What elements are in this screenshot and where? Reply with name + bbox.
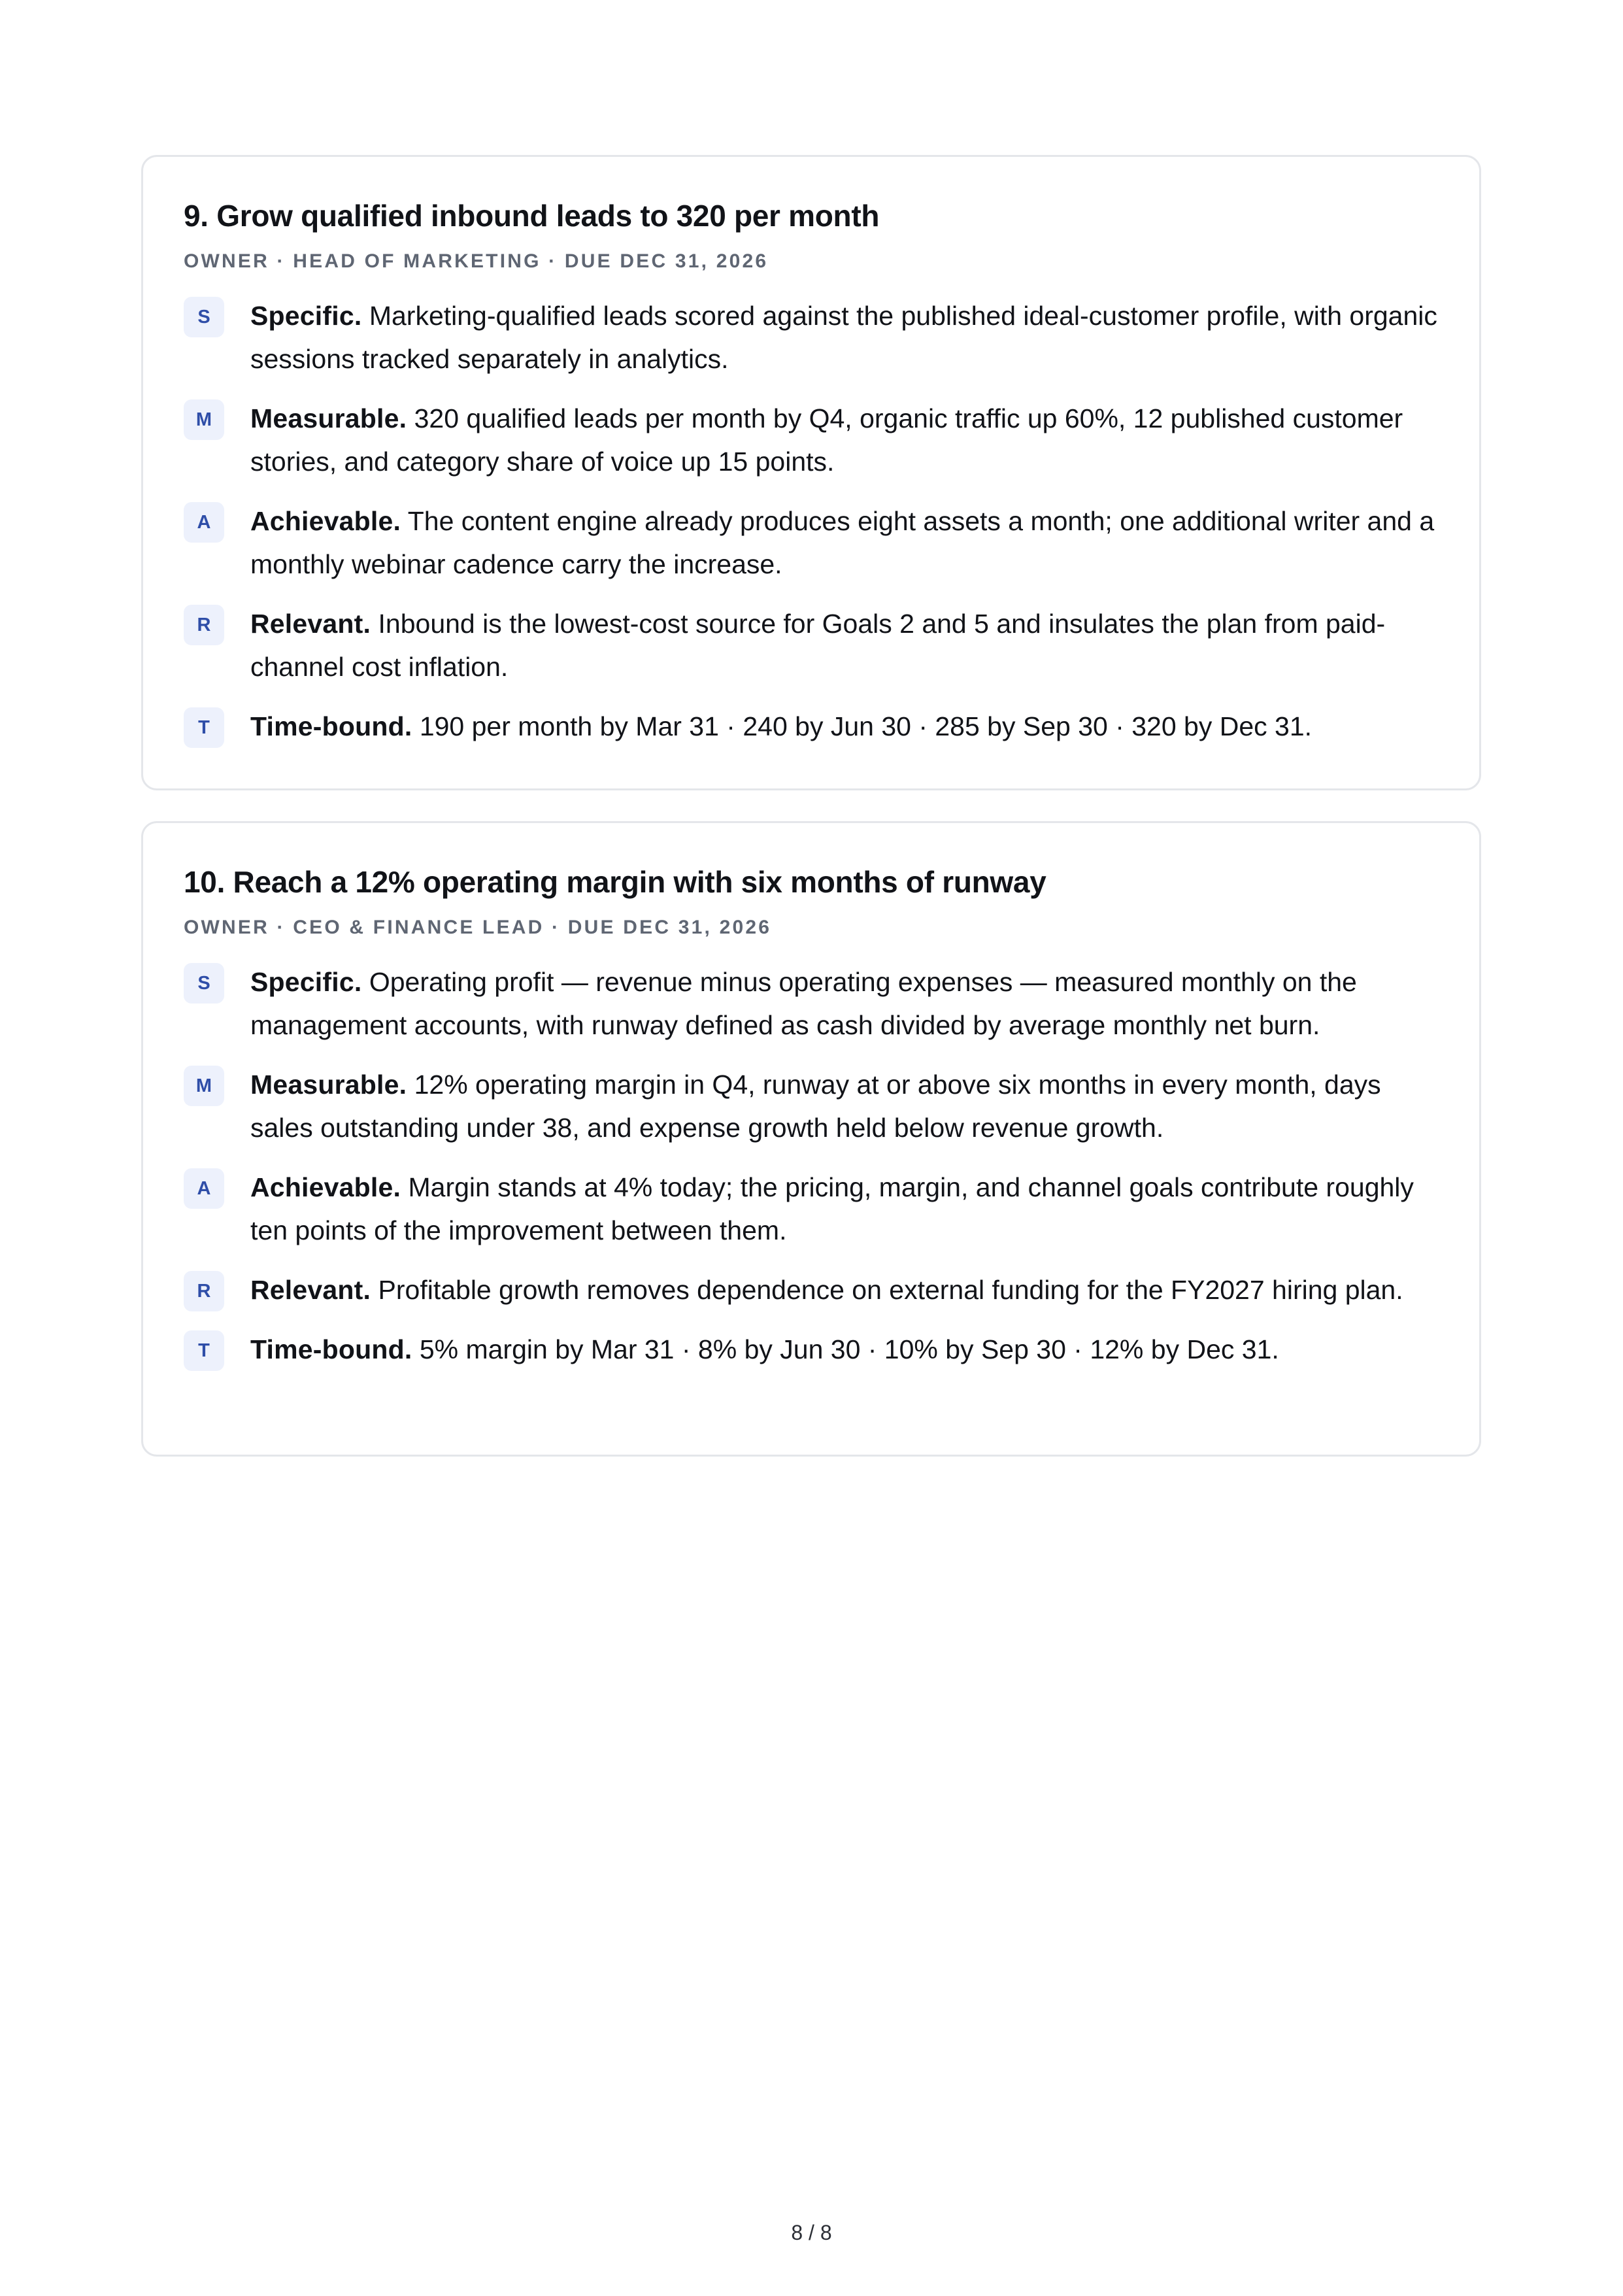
smart-letter-badge: R [184,605,224,645]
smart-letter-badge: T [184,707,224,748]
goal-owner-due: OWNER · CEO & FINANCE LEAD · DUE DEC 31, 2026 [184,917,772,938]
smart-item-body: 12% operating margin in Q4, runway at or above six months in every month, days sales outstanding under 38, and expense growth held below revenue growth. [250,1070,1381,1143]
smart-item-body: Margin stands at 4% today; the pricing, margin, and channel goals contribute roughly ten points of the improvement between them. [250,1172,1414,1245]
smart-item-body: Inbound is the lowest-cost source for Goals 2 and 5 and insulates the plan from paid-channel cost inflation. [250,609,1386,682]
smart-letter-badge: M [184,399,224,440]
smart-item-time-bound [184,1328,1439,1371]
smart-item-relevant [184,602,1439,688]
goal-card-9 [141,155,1481,790]
smart-item-text [250,499,1439,586]
smart-item-body: 320 qualified leads per month by Q4, organic traffic up 60%, 12 published customer stories, and category share of voice up 15 points. [250,403,1403,477]
smart-list [184,960,1439,1371]
smart-item-text [250,1328,1439,1371]
page-number: 8 / 8 [791,2221,832,2244]
smart-item-text [250,1063,1439,1149]
smart-item-achievable [184,499,1439,586]
smart-item-label: Relevant. [250,609,371,639]
smart-item-specific [184,294,1439,380]
smart-item-body: The content engine already produces eight assets a month; one additional writer and a monthly webinar cadence carry the increase. [250,506,1435,579]
smart-item-specific [184,960,1439,1047]
smart-item-label: Achievable. [250,1172,401,1202]
smart-item-text [250,1166,1439,1252]
smart-item-text [250,960,1439,1047]
smart-item-text [250,705,1439,748]
smart-item-label: Specific. [250,301,362,331]
smart-item-label: Specific. [250,967,362,997]
smart-letter-badge: R [184,1271,224,1311]
smart-item-label: Measurable. [250,1070,407,1100]
smart-list [184,294,1439,748]
smart-letter-badge: A [184,502,224,543]
goal-title: 9. Grow qualified inbound leads to 320 per month [184,199,880,233]
smart-item-label: Time-bound. [250,1334,412,1364]
smart-item-label: Time-bound. [250,711,412,741]
smart-letter-badge: A [184,1168,224,1209]
smart-item-measurable [184,1063,1439,1149]
smart-item-label: Achievable. [250,506,401,536]
smart-item-achievable [184,1166,1439,1252]
smart-item-text [250,602,1439,688]
goal-owner-due: OWNER · HEAD OF MARKETING · DUE DEC 31, 2026 [184,250,769,272]
goal-title: 10. Reach a 12% operating margin with six months of runway [184,865,1046,899]
smart-item-text [250,294,1439,380]
smart-item-body: 5% margin by Mar 31 · 8% by Jun 30 · 10% by Sep 30 · 12% by Dec 31. [419,1334,1279,1364]
smart-letter-badge: M [184,1066,224,1106]
smart-item-body: Operating profit — revenue minus operating expenses — measured monthly on the management accounts, with runway defined as cash divided by average monthly net burn. [250,967,1357,1040]
smart-item-label: Measurable. [250,403,407,433]
smart-item-measurable [184,397,1439,483]
smart-item-time-bound [184,705,1439,748]
goal-card-10 [141,821,1481,1457]
smart-letter-badge: T [184,1330,224,1371]
smart-item-label: Relevant. [250,1275,371,1305]
smart-item-body: Profitable growth removes dependence on external funding for the FY2027 hiring plan. [378,1275,1403,1305]
smart-item-text [250,1268,1439,1311]
smart-item-text [250,397,1439,483]
smart-item-body: 190 per month by Mar 31 · 240 by Jun 30 · 285 by Sep 30 · 320 by Dec 31. [419,711,1313,741]
smart-item-relevant [184,1268,1439,1311]
smart-letter-badge: S [184,963,224,1004]
smart-letter-badge: S [184,297,224,337]
smart-item-body: Marketing-qualified leads scored against the published ideal-customer profile, with organic sessions tracked separately in analytics. [250,301,1437,374]
